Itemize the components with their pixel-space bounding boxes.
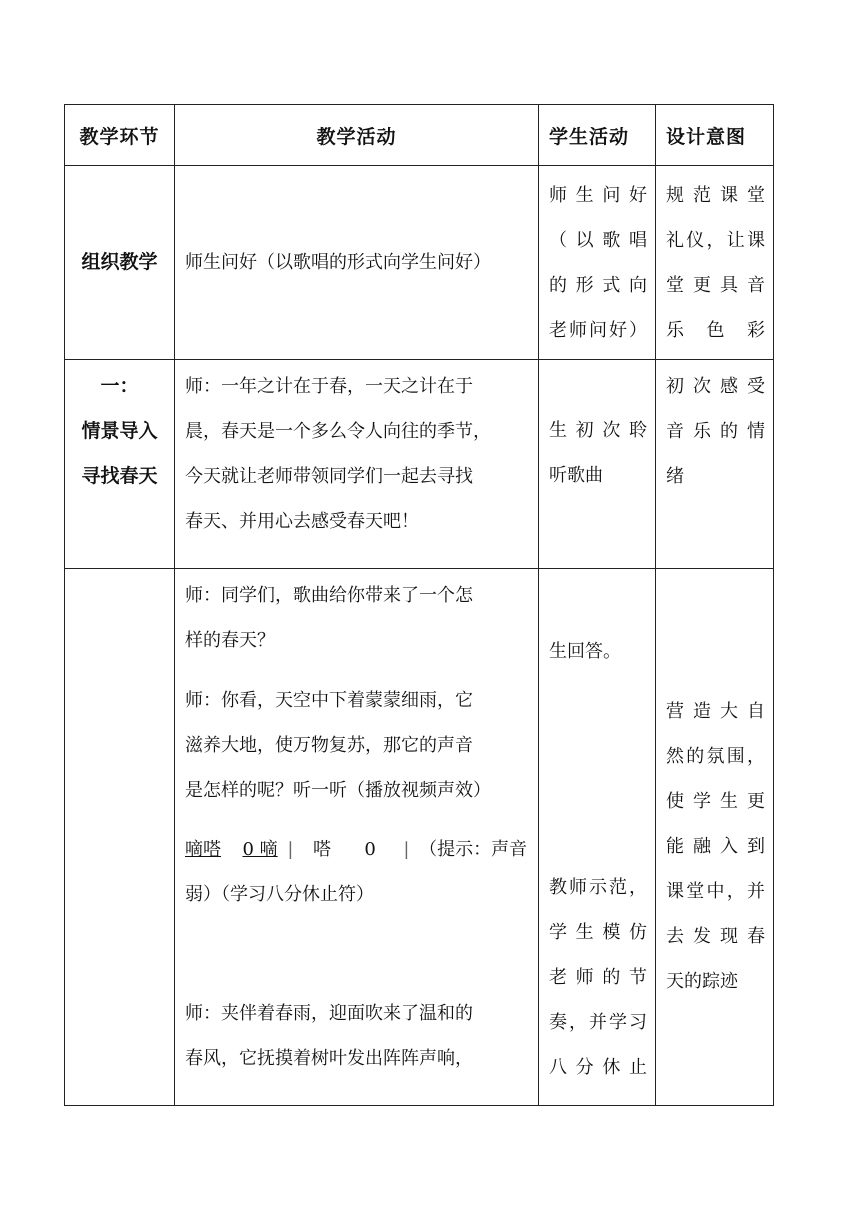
student-cell bbox=[539, 360, 656, 569]
student-line: 生初次聆 bbox=[549, 420, 647, 441]
intent-line: 然的氛围， bbox=[666, 746, 765, 767]
intent-text bbox=[656, 360, 773, 499]
activity-line: 样的春天？ bbox=[185, 630, 275, 651]
student-text bbox=[539, 865, 655, 1090]
activity-line: 春天、并用心去感受春天吧！ bbox=[185, 511, 419, 532]
student-line: 老师的节 bbox=[549, 967, 647, 988]
header-row bbox=[65, 105, 774, 166]
intent-line: 使学生更 bbox=[666, 791, 765, 812]
activity-line: 今天就让老师带领同学们一起去寻找 bbox=[185, 466, 473, 487]
intent-line: 乐色彩 bbox=[666, 319, 765, 341]
header-activity: 教学活动 bbox=[175, 105, 539, 166]
student-line: 老师问好） bbox=[549, 319, 647, 341]
rhythm-hint: （提示：声音 bbox=[419, 839, 528, 860]
activity-line: 师：同学们，歌曲给你带来了一个怎 bbox=[185, 585, 473, 606]
phase-number: 一： bbox=[100, 375, 139, 397]
activity-line: 滋养大地，使万物复苏，那它的声音 bbox=[185, 735, 473, 756]
student-text bbox=[539, 408, 655, 498]
student-cell bbox=[539, 569, 656, 1106]
header-phase: 教学环节 bbox=[65, 105, 175, 166]
activity-cell bbox=[175, 360, 539, 569]
intent-line: 能融入到 bbox=[666, 836, 765, 857]
student-text bbox=[539, 173, 655, 353]
activity-cell bbox=[175, 569, 539, 1106]
phase-label: 情景导入 bbox=[81, 420, 158, 442]
intent-line: 规范课堂 bbox=[666, 184, 765, 206]
activity-text: 师生问好（以歌唱的形式向学生问好） bbox=[185, 252, 491, 273]
phase-cell bbox=[65, 569, 175, 1106]
activity-paragraph bbox=[175, 569, 538, 663]
table-row bbox=[65, 360, 774, 569]
intent-cell bbox=[656, 569, 774, 1106]
intent-line: 营造大自 bbox=[666, 701, 765, 722]
phase-label: 寻找春天 bbox=[81, 465, 158, 487]
bar-line: | bbox=[403, 839, 410, 860]
student-line: （以歌唱 bbox=[549, 229, 647, 251]
activity-line: 师：你看，天空中下着蒙蒙细雨，它 bbox=[185, 690, 473, 711]
activity-paragraph bbox=[175, 674, 538, 813]
student-line: 教师示范， bbox=[549, 877, 647, 898]
bar-line: | bbox=[287, 839, 294, 860]
activity-line: 春风，它抚摸着树叶发出阵阵声响， bbox=[185, 1048, 473, 1069]
student-line: 奏，并学习 bbox=[549, 1012, 647, 1033]
rhythm-note: 嗒 bbox=[312, 839, 331, 860]
intent-cell bbox=[656, 360, 774, 569]
activity-line: 是怎样的呢？听一听（播放视频声效） bbox=[185, 780, 491, 801]
student-answer: 生回答。 bbox=[549, 641, 621, 662]
phase-label: 组织教学 bbox=[81, 251, 158, 273]
intent-text bbox=[656, 689, 773, 1004]
activity-paragraph bbox=[175, 987, 538, 1081]
student-cell bbox=[539, 166, 656, 360]
intent-text bbox=[656, 173, 773, 353]
activity-cell bbox=[175, 166, 539, 360]
intent-line: 堂更具音 bbox=[666, 274, 765, 296]
intent-line: 课堂中，并 bbox=[666, 881, 765, 902]
activity-line: 师：夹伴着春雨，迎面吹来了温和的 bbox=[185, 1003, 473, 1024]
rhythm-rest: 0 bbox=[364, 839, 376, 860]
phase-cell bbox=[65, 166, 175, 360]
student-line: 师生问好 bbox=[549, 184, 647, 206]
activity-line: 师：一年之计在于春，一天之计在于 bbox=[185, 376, 473, 397]
student-line: 八分休止 bbox=[549, 1057, 647, 1078]
intent-cell bbox=[656, 166, 774, 360]
student-line: 学生模仿 bbox=[549, 922, 647, 943]
intent-line: 去发现春 bbox=[666, 926, 765, 947]
intent-line: 初次感受 bbox=[666, 376, 765, 397]
intent-line: 天的踪迹 bbox=[666, 971, 738, 992]
lesson-plan-table bbox=[64, 104, 774, 1106]
activity-text bbox=[175, 360, 538, 544]
student-line: 的形式向 bbox=[549, 274, 647, 296]
rhythm-note: 嘀嗒 bbox=[185, 839, 221, 860]
table-row bbox=[65, 166, 774, 360]
intent-line: 音乐的情 bbox=[666, 421, 765, 442]
intent-line: 绪 bbox=[666, 466, 684, 487]
rhythm-note: 0 嘀 bbox=[242, 839, 278, 860]
rhythm-paragraph bbox=[175, 823, 538, 917]
table-row bbox=[65, 569, 774, 1106]
phase-cell bbox=[65, 360, 175, 569]
header-intent: 设计意图 bbox=[656, 105, 774, 166]
intent-line: 礼仪，让课 bbox=[666, 229, 765, 251]
student-line: 听歌曲 bbox=[549, 465, 603, 486]
activity-line: 晨，春天是一个多么令人向往的季节， bbox=[185, 421, 491, 442]
rhythm-line bbox=[185, 827, 530, 872]
activity-line: 弱）（学习八分休止符） bbox=[185, 884, 374, 905]
header-student: 学生活动 bbox=[539, 105, 656, 166]
